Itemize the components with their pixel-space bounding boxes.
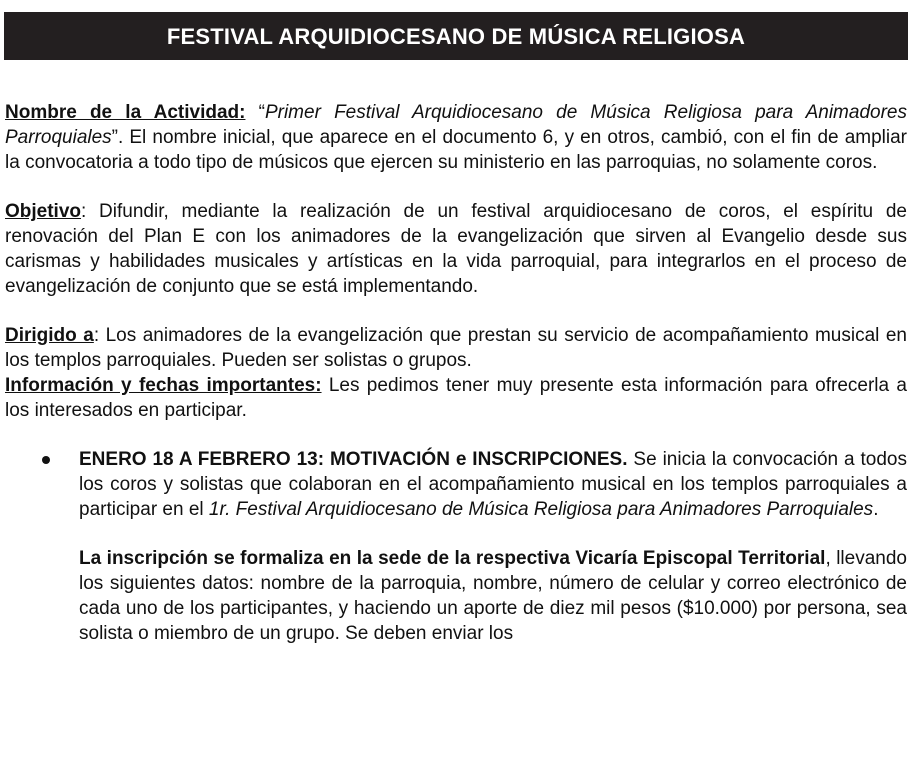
informacion-label: Información y fechas importantes:	[5, 375, 322, 396]
dirigido-label: Dirigido a	[5, 325, 94, 346]
inscripcion-text: , llevando los siguientes datos: nombre de la parroquia, nombre, número de celular y correo electrónico de cada uno de los participantes, y haciendo un aporte de diez mil pesos ($10.000) por persona, sea solista o miembro de un grupo. Se deben enviar los	[79, 548, 907, 644]
nombre-paragraph	[5, 100, 907, 175]
objetivo-text: : Difundir, mediante la realización de un festival arquidiocesano de coros, el espíritu de renovación del Plan E con los animadores de la evangelización que sirven al Evangelio desde sus carismas y habilidades musicales y artísticas en la vida parroquial, para integrarlos en el proceso de evangelización de conjunto que se está implementando.	[5, 201, 907, 297]
nombre-activity-name: Primer Festival Arquidiocesano de Música Religiosa para Animadores Parroquiales	[5, 102, 907, 148]
dates-list	[5, 447, 907, 646]
nombre-text: ”. El nombre inicial, que aparece en el documento 6, y en otros, cambió, con el fin de ampliar la convocatoria a todo tipo de músicos que ejercen su ministerio en las parroquias, no solamente coros.	[5, 127, 907, 173]
bullet-end: .	[873, 499, 879, 520]
bullet-icon	[42, 456, 50, 464]
document-body	[5, 100, 907, 646]
nombre-label: Nombre de la Actividad:	[5, 102, 246, 123]
title-bar	[4, 12, 908, 60]
festival-name: 1r. Festival Arquidiocesano de Música Religiosa para Animadores Parroquiales	[208, 499, 874, 520]
nombre-quote-open: “	[245, 102, 265, 123]
informacion-text: Les pedimos tener muy presente esta información para ofrecerla a los interesados en participar.	[5, 375, 907, 421]
bullet-text: Se inicia la convocación a todos los coros y solistas que colaboran en el acompañamiento musical en los templos parroquiales a participar en el	[79, 449, 907, 520]
informacion-paragraph	[5, 373, 907, 423]
page-title: FESTIVAL ARQUIDIOCESANO DE MÚSICA RELIGIOSA	[166, 23, 746, 49]
dirigido-paragraph	[5, 323, 907, 373]
bullet-heading: ENERO 18 A FEBRERO 13: MOTIVACIÓN e INSCRIPCIONES.	[79, 449, 628, 470]
dirigido-text: : Los animadores de la evangelización que prestan su servicio de acompañamiento musical en los templos parroquiales. Pueden ser solistas o grupos.	[5, 325, 907, 371]
objetivo-paragraph	[5, 199, 907, 299]
list-item	[5, 447, 907, 646]
inscripcion-paragraph	[79, 546, 907, 646]
inscripcion-bold: La inscripción se formaliza en la sede de la respectiva Vicaría Episcopal Territorial	[79, 548, 826, 569]
bullet-paragraph	[79, 447, 907, 522]
objetivo-label: Objetivo	[5, 201, 82, 222]
